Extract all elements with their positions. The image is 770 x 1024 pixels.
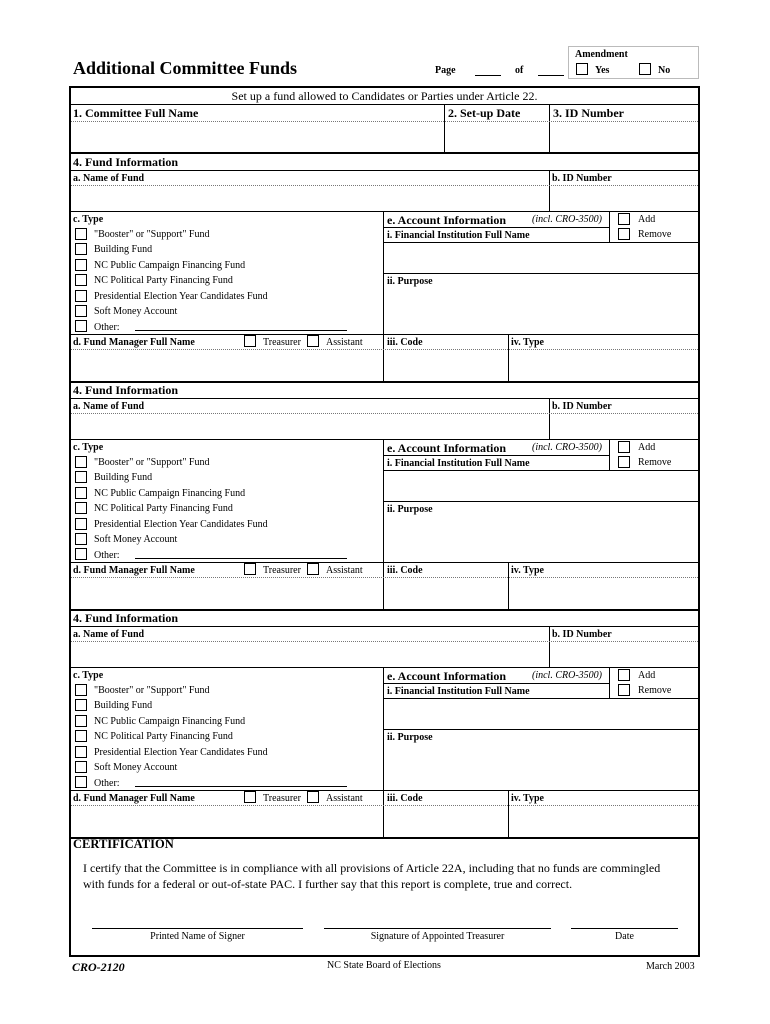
- manager-treasurer-label: Treasurer: [263, 565, 301, 576]
- acct-type-label: iv. Type: [511, 337, 544, 348]
- signature-line[interactable]: [324, 928, 551, 929]
- dotted-rule: [71, 805, 698, 806]
- code-input[interactable]: [385, 351, 507, 379]
- type-party-financing-label: NC Political Party Financing Fund: [94, 731, 233, 742]
- account-info-label: e. Account Information: [387, 441, 506, 455]
- divider: [71, 667, 698, 668]
- type-party-financing-label: NC Political Party Financing Fund: [94, 275, 233, 286]
- setup-date-input[interactable]: [446, 124, 547, 150]
- divider: [508, 562, 509, 609]
- account-add-checkbox[interactable]: [618, 213, 630, 225]
- manager-name-input[interactable]: [72, 351, 382, 379]
- divider: [549, 626, 550, 667]
- purpose-input[interactable]: [385, 746, 697, 788]
- divider: [508, 790, 509, 837]
- manager-label: d. Fund Manager Full Name: [73, 793, 195, 804]
- divider: [71, 439, 698, 440]
- divider: [609, 439, 610, 470]
- divider: [549, 170, 550, 211]
- fund-name-label: a. Name of Fund: [73, 401, 145, 412]
- acct-type-label: iv. Type: [511, 565, 544, 576]
- committee-name-label: 1. Committee Full Name: [73, 106, 199, 120]
- account-remove-label: Remove: [638, 685, 672, 696]
- printed-name-label: Printed Name of Signer: [150, 931, 245, 942]
- type-booster-label: "Booster" or "Support" Fund: [94, 457, 210, 468]
- type-other-line[interactable]: [135, 330, 347, 331]
- type-other-checkbox[interactable]: [75, 548, 87, 560]
- code-input[interactable]: [385, 579, 507, 607]
- revision-date: March 2003: [646, 961, 695, 972]
- acct-type-input[interactable]: [510, 351, 697, 379]
- divider: [609, 211, 610, 242]
- manager-treasurer-label: Treasurer: [263, 793, 301, 804]
- manager-assistant-label: Assistant: [326, 565, 363, 576]
- page-total-line[interactable]: [538, 75, 564, 76]
- type-party-financing-label: NC Political Party Financing Fund: [94, 503, 233, 514]
- divider: [549, 104, 550, 152]
- date-label: Date: [615, 931, 634, 942]
- manager-label: d. Fund Manager Full Name: [73, 337, 195, 348]
- fund-id-label: b. ID Number: [552, 629, 612, 640]
- acct-type-label: iv. Type: [511, 793, 544, 804]
- type-building-checkbox[interactable]: [75, 699, 87, 711]
- account-add-label: Add: [638, 214, 656, 225]
- type-booster-label: "Booster" or "Support" Fund: [94, 229, 210, 240]
- divider: [71, 334, 698, 335]
- manager-assistant-checkbox[interactable]: [307, 791, 319, 803]
- type-presidential-label: Presidential Election Year Candidates Fund: [94, 747, 268, 758]
- type-party-financing-checkbox[interactable]: [75, 274, 87, 286]
- divider: [383, 242, 698, 243]
- type-other-label: Other:: [94, 778, 120, 789]
- of-label: of: [515, 65, 524, 76]
- type-soft-money-label: Soft Money Account: [94, 762, 178, 773]
- divider: [383, 667, 384, 837]
- divider: [383, 273, 698, 274]
- account-remove-label: Remove: [638, 457, 672, 468]
- code-label: iii. Code: [387, 337, 423, 348]
- signature-label: Signature of Appointed Treasurer: [370, 931, 505, 942]
- amendment-label: Amendment: [575, 49, 628, 60]
- type-party-financing-checkbox[interactable]: [75, 730, 87, 742]
- manager-name-input[interactable]: [72, 579, 382, 607]
- manager-assistant-checkbox[interactable]: [307, 563, 319, 575]
- purpose-label: ii. Purpose: [387, 276, 433, 287]
- form-title: Additional Committee Funds: [73, 58, 298, 78]
- type-other-label: Other:: [94, 550, 120, 561]
- fund-id-input[interactable]: [551, 187, 697, 209]
- account-remove-checkbox[interactable]: [618, 228, 630, 240]
- acct-type-input[interactable]: [510, 807, 697, 835]
- purpose-input[interactable]: [385, 290, 697, 332]
- divider: [549, 398, 550, 439]
- type-public-financing-checkbox[interactable]: [75, 259, 87, 271]
- type-booster-label: "Booster" or "Support" Fund: [94, 685, 210, 696]
- fund-type-label: c. Type: [73, 442, 104, 453]
- type-public-financing-label: NC Public Campaign Financing Fund: [94, 488, 246, 499]
- account-info-label: e. Account Information: [387, 213, 506, 227]
- divider: [71, 562, 698, 563]
- fund-section-title: 4. Fund Information: [73, 383, 179, 397]
- amendment-no-checkbox[interactable]: [639, 63, 651, 75]
- divider: [383, 470, 698, 471]
- certification-text-line-2: with funds for a federal or out-of-state PAC. I further say that this report is complete, true and correct.: [83, 877, 573, 891]
- type-building-checkbox[interactable]: [75, 243, 87, 255]
- type-booster-checkbox[interactable]: [75, 456, 87, 468]
- manager-assistant-label: Assistant: [326, 793, 363, 804]
- divider: [444, 104, 445, 152]
- account-note: (incl. CRO-3500): [532, 670, 602, 681]
- divider: [71, 211, 698, 212]
- account-add-label: Add: [638, 442, 656, 453]
- fund-section-title: 4. Fund Information: [73, 611, 179, 625]
- divider: [383, 698, 698, 699]
- manager-treasurer-checkbox[interactable]: [244, 335, 256, 347]
- setup-date-label: 2. Set-up Date: [448, 106, 521, 120]
- dotted-rule: [71, 641, 698, 642]
- fund-type-label: c. Type: [73, 214, 104, 225]
- divider: [383, 501, 698, 502]
- intro-text: Set up a fund allowed to Candidates or Parties under Article 22.: [231, 89, 538, 103]
- dotted-rule: [71, 185, 698, 186]
- fund-name-label: a. Name of Fund: [73, 173, 145, 184]
- type-presidential-checkbox[interactable]: [75, 746, 87, 758]
- fund-name-input[interactable]: [72, 643, 548, 665]
- certification-title: CERTIFICATION: [73, 837, 174, 851]
- account-remove-label: Remove: [638, 229, 672, 240]
- fund-name-label: a. Name of Fund: [73, 629, 145, 640]
- acct-type-input[interactable]: [510, 579, 697, 607]
- purpose-input[interactable]: [385, 518, 697, 560]
- divider: [71, 104, 698, 105]
- type-presidential-label: Presidential Election Year Candidates Fund: [94, 291, 268, 302]
- fund-section-title: 4. Fund Information: [73, 155, 179, 169]
- divider: [71, 170, 698, 171]
- manager-label: d. Fund Manager Full Name: [73, 565, 195, 576]
- type-soft-money-label: Soft Money Account: [94, 534, 178, 545]
- type-building-label: Building Fund: [94, 244, 153, 255]
- page-number-line[interactable]: [475, 75, 501, 76]
- fund-name-input[interactable]: [72, 187, 548, 209]
- divider: [609, 667, 610, 698]
- type-soft-money-checkbox[interactable]: [75, 305, 87, 317]
- type-public-financing-label: NC Public Campaign Financing Fund: [94, 716, 246, 727]
- purpose-label: ii. Purpose: [387, 732, 433, 743]
- purpose-label: ii. Purpose: [387, 504, 433, 515]
- institution-input[interactable]: [385, 244, 697, 271]
- divider: [71, 626, 698, 627]
- agency-name: NC State Board of Elections: [327, 960, 441, 971]
- fund-id-label: b. ID Number: [552, 401, 612, 412]
- dotted-rule: [71, 413, 698, 414]
- fund-type-label: c. Type: [73, 670, 104, 681]
- type-party-financing-checkbox[interactable]: [75, 502, 87, 514]
- amendment-yes-checkbox[interactable]: [576, 63, 588, 75]
- manager-name-input[interactable]: [72, 807, 382, 835]
- account-add-checkbox[interactable]: [618, 441, 630, 453]
- type-other-line[interactable]: [135, 786, 347, 787]
- institution-input[interactable]: [385, 472, 697, 499]
- account-add-label: Add: [638, 670, 656, 681]
- dotted-rule: [71, 577, 698, 578]
- fund-id-input[interactable]: [551, 415, 697, 437]
- type-public-financing-checkbox[interactable]: [75, 487, 87, 499]
- type-other-checkbox[interactable]: [75, 776, 87, 788]
- divider: [383, 683, 609, 684]
- code-label: iii. Code: [387, 793, 423, 804]
- type-soft-money-checkbox[interactable]: [75, 533, 87, 545]
- institution-input[interactable]: [385, 700, 697, 727]
- committee-name-input[interactable]: [72, 124, 442, 150]
- type-soft-money-checkbox[interactable]: [75, 761, 87, 773]
- code-input[interactable]: [385, 807, 507, 835]
- manager-treasurer-label: Treasurer: [263, 337, 301, 348]
- manager-assistant-label: Assistant: [326, 337, 363, 348]
- printed-name-line[interactable]: [92, 928, 303, 929]
- manager-assistant-checkbox[interactable]: [307, 335, 319, 347]
- institution-label: i. Financial Institution Full Name: [387, 686, 530, 697]
- account-remove-checkbox[interactable]: [618, 684, 630, 696]
- type-presidential-checkbox[interactable]: [75, 290, 87, 302]
- certification-text-line-1: I certify that the Committee is in compliance with all provisions of Article 22A, including that no funds are commingled: [83, 861, 661, 875]
- divider: [71, 398, 698, 399]
- institution-label: i. Financial Institution Full Name: [387, 230, 530, 241]
- divider: [383, 729, 698, 730]
- account-add-checkbox[interactable]: [618, 669, 630, 681]
- divider: [383, 439, 384, 609]
- dotted-rule: [71, 121, 698, 122]
- manager-treasurer-checkbox[interactable]: [244, 791, 256, 803]
- manager-treasurer-checkbox[interactable]: [244, 563, 256, 575]
- type-soft-money-label: Soft Money Account: [94, 306, 178, 317]
- institution-label: i. Financial Institution Full Name: [387, 458, 530, 469]
- type-building-checkbox[interactable]: [75, 471, 87, 483]
- type-booster-checkbox[interactable]: [75, 684, 87, 696]
- dotted-rule: [71, 349, 698, 350]
- account-note: (incl. CRO-3500): [532, 214, 602, 225]
- code-label: iii. Code: [387, 565, 423, 576]
- divider: [383, 455, 609, 456]
- account-info-label: e. Account Information: [387, 669, 506, 683]
- type-public-financing-label: NC Public Campaign Financing Fund: [94, 260, 246, 271]
- type-public-financing-checkbox[interactable]: [75, 715, 87, 727]
- type-other-checkbox[interactable]: [75, 320, 87, 332]
- type-building-label: Building Fund: [94, 700, 153, 711]
- page-label: Page: [435, 65, 456, 76]
- amendment-no-label: No: [658, 65, 671, 76]
- form-code: CRO-2120: [72, 960, 125, 974]
- fund-id-label: b. ID Number: [552, 173, 612, 184]
- divider: [383, 227, 609, 228]
- type-other-line[interactable]: [135, 558, 347, 559]
- divider: [71, 790, 698, 791]
- type-other-label: Other:: [94, 322, 120, 333]
- account-note: (incl. CRO-3500): [532, 442, 602, 453]
- divider: [71, 152, 698, 154]
- fund-name-input[interactable]: [72, 415, 548, 437]
- amendment-yes-label: Yes: [595, 65, 610, 76]
- divider: [383, 211, 384, 381]
- type-booster-checkbox[interactable]: [75, 228, 87, 240]
- committee-id-label: 3. ID Number: [553, 106, 624, 120]
- account-remove-checkbox[interactable]: [618, 456, 630, 468]
- committee-id-input[interactable]: [551, 124, 697, 150]
- type-presidential-checkbox[interactable]: [75, 518, 87, 530]
- type-building-label: Building Fund: [94, 472, 153, 483]
- type-presidential-label: Presidential Election Year Candidates Fund: [94, 519, 268, 530]
- divider: [508, 334, 509, 381]
- fund-id-input[interactable]: [551, 643, 697, 665]
- date-line[interactable]: [571, 928, 678, 929]
